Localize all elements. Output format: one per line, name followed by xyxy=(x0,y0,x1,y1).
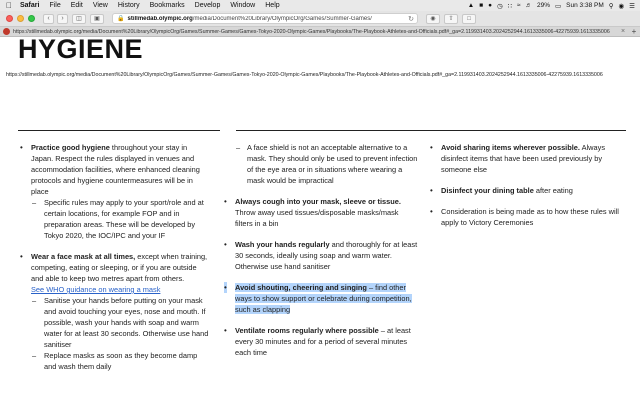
list-item xyxy=(222,282,418,315)
tab-bar xyxy=(0,27,640,37)
divider-left xyxy=(18,130,220,131)
list-item xyxy=(18,142,210,241)
menu-view[interactable]: View xyxy=(92,2,108,9)
forward-button[interactable]: › xyxy=(57,14,68,24)
item-heading: Always cough into your mask, sleeve or tissue. xyxy=(235,197,401,206)
sub-item-text: Specific rules may apply to your sport/role and at certain locations, for example FOP and in preparation areas. These will be developed by Tokyo 2020, the IOC/IPC and your IF xyxy=(44,198,204,240)
sub-item-text: Sanitise your hands before putting on your mask and avoid touching your eyes, nose and mouth. If possible, wash your hands with soap and warm water for at least 30 seconds. Otherwise use hand sanitiser xyxy=(44,296,209,349)
bullet-icon: • xyxy=(224,283,227,292)
search-icon[interactable]: ⚲ xyxy=(608,2,614,10)
battery-icon[interactable]: ▭ xyxy=(555,2,562,10)
dash-icon: – xyxy=(32,296,37,305)
item-text: except when training, competing, eating or sleeping, or if you are outside and able to keep two metres apart from others. xyxy=(31,252,208,283)
bullet-icon: • xyxy=(224,240,227,249)
column-2 xyxy=(222,142,418,364)
menu-develop[interactable]: Develop xyxy=(194,2,221,9)
bullet-icon: • xyxy=(20,143,23,152)
item-text: throughout your stay in Japan. Respect the rules displayed in venues and accommodation facilities, where enhanced cleaning protocols and hygiene countermeasures will be in place xyxy=(31,143,200,196)
bullet-icon: • xyxy=(20,252,23,261)
page-heading: HYGIENE xyxy=(18,38,144,64)
item-heading: Wash your hands regularly xyxy=(235,240,330,249)
menu-edit[interactable]: Edit xyxy=(70,2,83,9)
item-heading: Practice good hygiene xyxy=(31,143,110,152)
tab-title[interactable]: https://stillmedab.olympic.org/media/Document%20Library/OlympicOrg/Games/Summer-Games/Games-Tokyo-2020-Olympic-Games/Playbooks/The-Playbook-Athletes-and-Officials.pdf#_ga=2.119931403.2024252944.1613335006-42275939.1613335006 xyxy=(13,28,610,35)
menu-safari[interactable]: Safari xyxy=(20,2,40,9)
dash-icon: – xyxy=(236,143,241,152)
link-status-url: https://stillmedab.olympic.org/media/Document%20Library/OlympicOrg/Games/Summer-Games/Games-Tokyo-2020-Olympic-Games/Playbooks/The-Playbook-Athletes-and-Officials.pdf#_ga=2.119931403.2024252944.1613335006-42275939.1613335006 xyxy=(6,72,603,78)
fullscreen-window-button[interactable] xyxy=(28,15,35,22)
time-machine-icon[interactable]: ◷ xyxy=(497,2,503,10)
sidebar-toggle-icon[interactable]: ◫ xyxy=(72,14,86,24)
item-text: and thoroughly for at least 30 seconds, ideally using soap and warm water. Otherwise use hand sanitiser xyxy=(235,240,418,271)
toolbar-right xyxy=(422,14,476,24)
bullet-icon: • xyxy=(430,143,433,152)
sub-item xyxy=(31,197,210,241)
list-item xyxy=(428,185,624,196)
volume-icon[interactable]: ♬ xyxy=(525,2,532,9)
control-center-icon[interactable]: ☰ xyxy=(629,2,635,10)
macos-menu-bar xyxy=(0,0,640,11)
sub-item xyxy=(31,350,210,372)
bullet-icon: • xyxy=(430,207,433,216)
item-text: after eating xyxy=(533,186,573,195)
clock[interactable]: Sun 3:38 PM xyxy=(566,2,604,9)
sub-item xyxy=(31,295,210,350)
tab-close-icon[interactable]: × xyxy=(620,28,626,35)
dash-icon: – xyxy=(32,351,37,360)
favicon-icon xyxy=(3,28,10,35)
close-window-button[interactable] xyxy=(6,15,13,22)
item-text: – at least every 30 minutes and for a period of several minutes each time xyxy=(235,326,411,357)
back-button[interactable]: ‹ xyxy=(43,14,54,24)
url-path: /media/Document%20Library/OlympicOrg/Games/Summer-Games/ xyxy=(192,15,372,22)
item-text: – find other ways to show support or celebrate during competition, such as clapping xyxy=(235,283,412,314)
url-domain: stillmedab.olympic.org xyxy=(127,15,193,22)
sub-item-text: A face shield is not an acceptable alternative to a mask. They should only be used to prevent infection of the eye area or in situations where wearing a mask would be impractical xyxy=(247,143,418,185)
bullet-icon: • xyxy=(224,197,227,206)
location-icon[interactable]: ▲ xyxy=(467,2,475,9)
minimize-window-button[interactable] xyxy=(17,15,24,22)
user-icon[interactable]: ◉ xyxy=(618,2,625,10)
divider-right xyxy=(236,130,626,131)
item-heading: Avoid shouting, cheering and singing xyxy=(235,283,367,292)
item-heading: Disinfect your dining table xyxy=(441,186,534,195)
privacy-icon[interactable]: ◉ xyxy=(426,14,440,24)
menu-help[interactable]: Help xyxy=(265,2,280,9)
window-controls xyxy=(6,15,35,22)
reload-icon[interactable]: ↻ xyxy=(408,15,414,23)
apple-menu-icon[interactable] xyxy=(3,1,15,10)
column-1 xyxy=(18,142,210,378)
menu-bar-status xyxy=(468,2,640,10)
menu-bookmarks[interactable]: Bookmarks xyxy=(149,2,185,9)
address-bar[interactable] xyxy=(112,13,418,24)
sub-item xyxy=(222,142,418,186)
bluetooth-icon[interactable]: ∷ xyxy=(507,2,512,10)
circle-status-icon[interactable]: ● xyxy=(488,2,493,9)
item-text: Consideration is being made as to how these rules will apply to Victory Ceremonies xyxy=(441,207,619,227)
list-item xyxy=(428,206,624,228)
extension-icon[interactable]: ▣ xyxy=(90,14,104,24)
bullet-icon: • xyxy=(430,186,433,195)
menu-window[interactable]: Window xyxy=(230,2,256,9)
lock-icon: 🔒 xyxy=(117,16,125,22)
battery-percent[interactable]: 29% xyxy=(536,2,550,9)
column-3 xyxy=(428,142,624,234)
item-heading: Ventilate rooms regularly where possible xyxy=(235,326,379,335)
menu-history[interactable]: History xyxy=(117,2,140,9)
item-heading: Wear a face mask at all times, xyxy=(31,252,136,261)
tabs-overview-icon[interactable]: □ xyxy=(462,14,476,24)
pdf-page xyxy=(0,38,640,400)
selected-text[interactable] xyxy=(235,283,412,314)
item-text: Throw away used tissues/disposable masks/mask filters in a bin xyxy=(235,208,399,228)
item-heading: Avoid sharing items wherever possible. xyxy=(441,143,580,152)
item-text: Always disinfect items that have been used previously by someone else xyxy=(441,143,606,174)
safari-toolbar xyxy=(0,11,640,27)
share-icon[interactable]: ⇧ xyxy=(444,14,458,24)
list-item xyxy=(222,239,418,272)
new-tab-icon[interactable]: + xyxy=(631,27,637,36)
menu-file[interactable]: File xyxy=(49,2,61,9)
wifi-icon[interactable]: ≈ xyxy=(516,2,521,9)
dash-icon: – xyxy=(32,198,37,207)
list-item xyxy=(18,251,210,372)
address-url xyxy=(127,16,371,22)
sub-item-text: Replace masks as soon as they become damp and wash them daily xyxy=(44,351,198,371)
list-item xyxy=(428,142,624,175)
bullet-icon: • xyxy=(224,326,227,335)
list-item xyxy=(222,196,418,229)
list-item xyxy=(222,325,418,358)
who-guidance-link[interactable]: See WHO guidance on wearing a mask xyxy=(31,285,161,294)
dropbox-icon[interactable]: ■ xyxy=(479,2,484,9)
